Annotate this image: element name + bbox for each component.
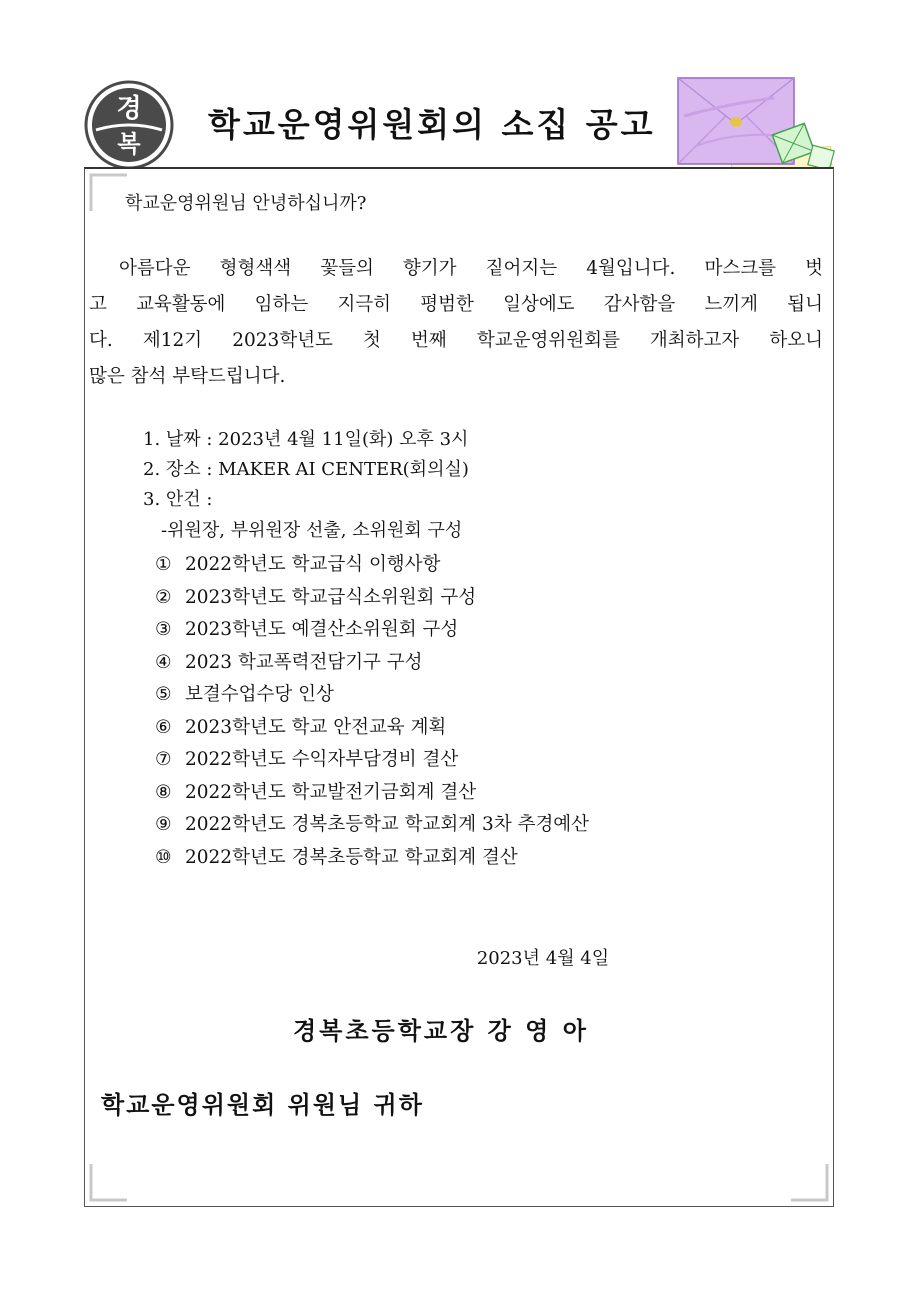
corner-decoration-bottom-left (89, 1162, 129, 1202)
agenda-item-number: ⑨ (155, 814, 172, 835)
agenda-item (155, 614, 589, 647)
meeting-place: 2. 장소 : MAKER AI CENTER(회의실) (143, 459, 469, 480)
agenda-item (155, 744, 589, 777)
agenda-item-number: ⑤ (155, 684, 172, 705)
agenda-item-text: 2022학년도 경복초등학교 학교회계 3차 추경예산 (185, 814, 590, 835)
agenda-item-text: 보결수업수당 인상 (185, 684, 334, 705)
intro-line: 다. 제12기 2023학년도 첫 번째 학교운영위원회를 개최하고자 하오니 (89, 330, 823, 351)
agenda-item-number: ② (155, 586, 172, 608)
notice-date: 2023년 4월 4일 (476, 948, 610, 969)
agenda-item (155, 842, 589, 875)
agenda-item-number: ④ (155, 651, 172, 673)
agenda-item (155, 647, 589, 680)
agenda-item (155, 679, 589, 712)
agenda-item-number: ⑦ (155, 749, 172, 770)
meeting-agenda-heading: 3. 안건 : (143, 489, 213, 510)
agenda-item-number: ③ (155, 619, 172, 640)
principal-signature: 경복초등학교장 강 영 아 (293, 1016, 589, 1045)
agenda-item-number: ① (155, 554, 172, 575)
agenda-item-text: 2023 학교폭력전담기구 구성 (185, 651, 423, 673)
intro-line: 아름다운 형형색색 꽃들의 향기가 짙어지는 4월입니다. 마스크를 벗 (119, 258, 823, 279)
agenda-item-text: 2023학년도 예결산소위원회 구성 (185, 619, 459, 640)
emblem-char-top: 경 (116, 94, 142, 124)
agenda-item-number: ⑥ (155, 716, 172, 738)
agenda-item (155, 549, 589, 582)
agenda-item-text: 2023학년도 학교 안전교육 계획 (185, 716, 447, 738)
agenda-item (155, 777, 589, 810)
agenda-item-number: ⑧ (155, 781, 172, 803)
recipient-line: 학교운영위원회 위원님 귀하 (101, 1090, 424, 1119)
agenda-item-number: ⑩ (155, 846, 172, 868)
page-title: 학교운영위원회의 소집 공고 (208, 105, 656, 144)
intro-line: 많은 참석 부탁드립니다. (89, 366, 286, 387)
agenda-list (155, 549, 589, 874)
school-emblem-icon (84, 80, 174, 170)
agenda-item-text: 2022학년도 학교발전기금회계 결산 (185, 781, 477, 803)
meeting-date: 1. 날짜 : 2023년 4월 11일(화) 오후 3시 (143, 429, 469, 450)
intro-paragraph (85, 251, 823, 395)
agenda-item-text: 2022학년도 수익자부담경비 결산 (185, 749, 459, 770)
agenda-sub-item: -위원장, 부위원장 선출, 소위원회 구성 (161, 520, 463, 541)
intro-line: 고 교육활동에 임하는 지극히 평범한 일상에도 감사함을 느끼게 됩니 (89, 294, 823, 315)
agenda-item (155, 809, 589, 842)
emblem-char-bottom: 복 (117, 129, 141, 158)
corner-decoration-bottom-right (789, 1162, 829, 1202)
meeting-details (143, 425, 469, 515)
corner-decoration-top-left (89, 173, 129, 213)
agenda-item-text: 2022학년도 학교급식 이행사항 (185, 554, 441, 575)
agenda-item-text: 2023학년도 학교급식소위원회 구성 (185, 586, 477, 608)
document-frame (84, 167, 834, 1207)
agenda-item-text: 2022학년도 경복초등학교 학교회계 결산 (185, 846, 518, 868)
agenda-item (155, 582, 589, 615)
greeting: 학교운영위원님 안녕하십니까? (125, 193, 367, 214)
agenda-item (155, 712, 589, 745)
